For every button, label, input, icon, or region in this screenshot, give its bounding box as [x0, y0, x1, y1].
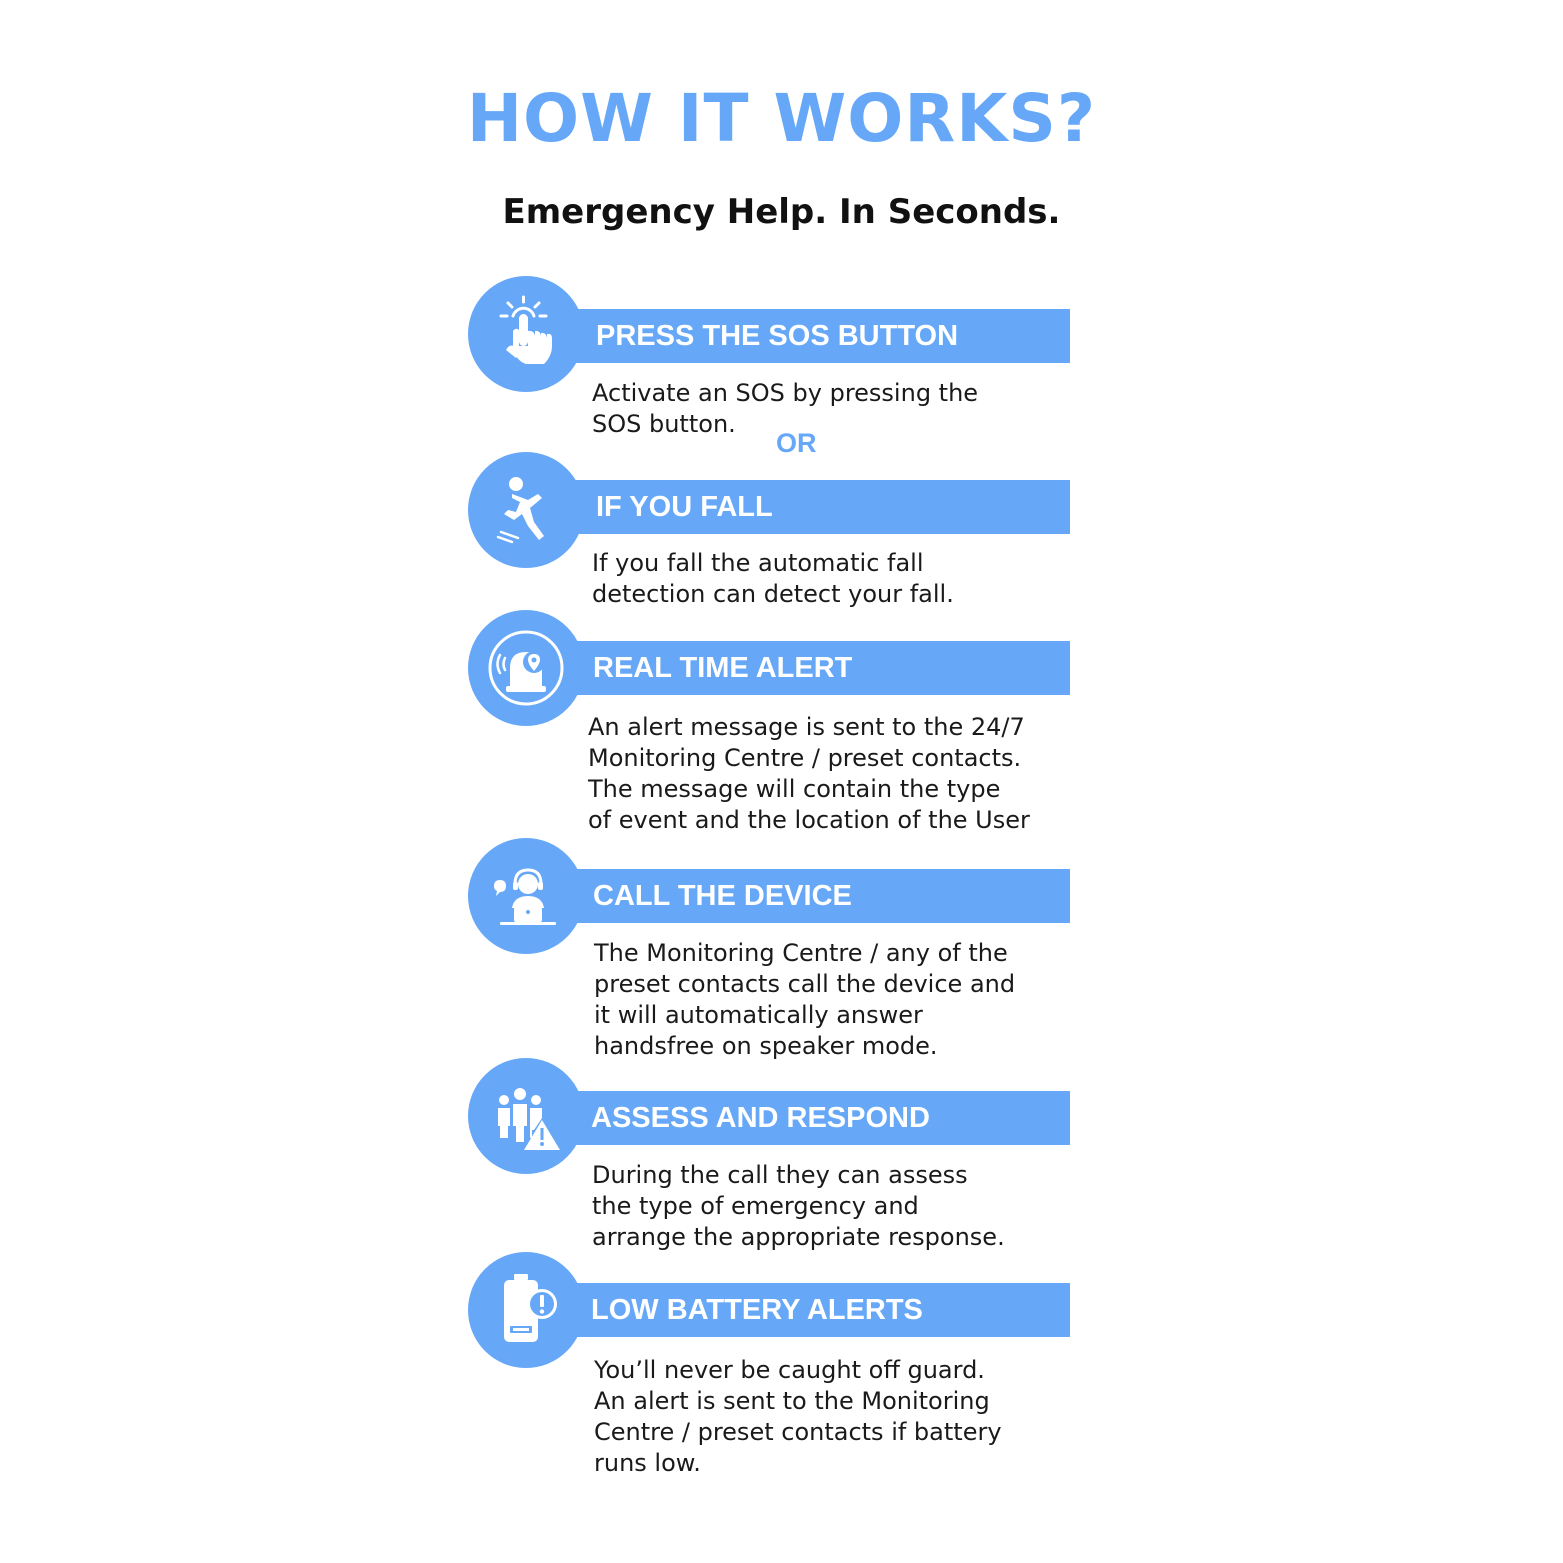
operator-headset-icon [486, 856, 566, 936]
step-description: Activate an SOS by pressing the SOS button. [592, 379, 979, 438]
step-icon-circle [468, 1058, 584, 1174]
step-title: ASSESS AND RESPOND [591, 1102, 930, 1134]
step-title: LOW BATTERY ALERTS [591, 1294, 923, 1326]
step-description: An alert message is sent to the 24/7 Monitoring Centre / preset contacts. The message will contain the type of event and the location of the User [588, 713, 1030, 834]
step-description: The Monitoring Centre / any of the preset contacts call the device and it will automatically answer handsfree on speaker mode. [594, 939, 1016, 1060]
step-icon-circle [468, 452, 584, 568]
step-description: You’ll never be caught off guard. An alert is sent to the Monitoring Centre / preset contacts if battery runs low. [594, 1356, 1002, 1477]
falling-person-icon [486, 470, 566, 550]
step-title: REAL TIME ALERT [593, 652, 853, 684]
step-title: PRESS THE SOS BUTTON [596, 320, 959, 352]
step-title: IF YOU FALL [596, 491, 773, 523]
step-icon-circle [468, 276, 584, 392]
step-icon-circle [468, 838, 584, 954]
alarm-location-icon [486, 628, 566, 708]
step-title: CALL THE DEVICE [593, 880, 852, 912]
group-warning-icon [486, 1076, 566, 1156]
or-separator: OR [776, 428, 817, 458]
pointing-hand-icon [486, 294, 566, 374]
page-title: HOW IT WORKS? [466, 80, 1097, 157]
step-icon-circle [468, 1252, 584, 1368]
battery-alert-icon [486, 1270, 566, 1350]
step-icon-circle [468, 610, 584, 726]
page-subtitle: Emergency Help. In Seconds. [502, 192, 1061, 232]
step-description: If you fall the automatic fall detection can detect your fall. [592, 549, 954, 608]
step-description: During the call they can assess the type of emergency and arrange the appropriate response. [592, 1161, 1005, 1251]
